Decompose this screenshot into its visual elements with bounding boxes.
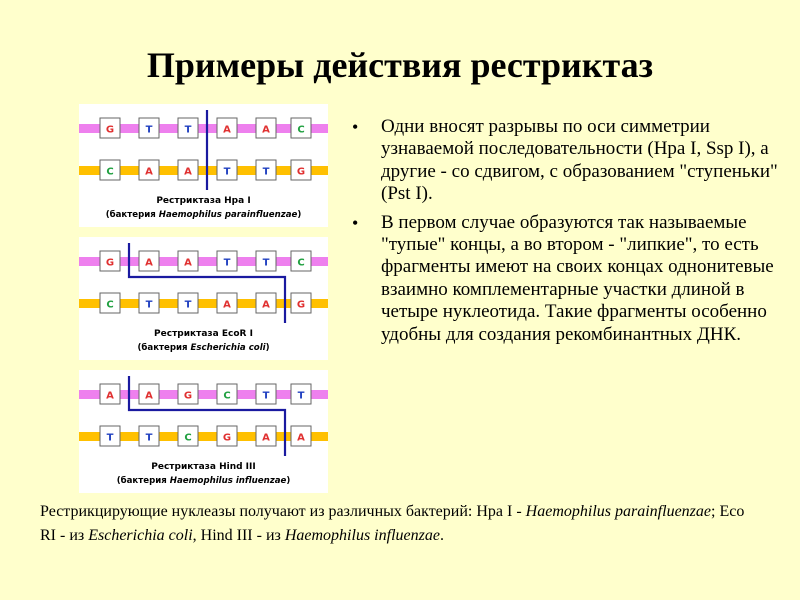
restriction-panel-hind3 [79,370,328,493]
footer-species: Escherichia coli [88,527,193,544]
footer-text: , Hind III - из [192,527,285,544]
nucleotide-bottom [178,293,198,313]
bacteria-prefix: (бактерия [116,476,170,486]
nucleotide-letter: A [184,166,192,178]
nucleotide-letter: A [145,257,153,269]
nucleotide-bottom [139,160,159,180]
nucleotide-bottom [291,426,311,446]
enzyme-label: Рестриктаза Hind III [151,462,256,472]
nucleotide-bottom [100,160,120,180]
bacteria-label [106,209,302,220]
bacteria-suffix: ) [265,343,270,353]
nucleotide-bottom [291,293,311,313]
bacteria-label [137,342,269,353]
restriction-panel-hpa1 [79,104,328,227]
bacteria-prefix: (бактерия [137,343,191,353]
dna-diagram-ecor1 [79,237,328,360]
nucleotide-letter: A [262,432,270,444]
nucleotide-letter: T [145,299,153,311]
nucleotide-letter: A [184,257,192,269]
bacteria-suffix: ) [286,476,291,486]
bullet-text: В первом случае образуются так называемые "тупые" концы, а во втором - "липкие", то есть фрагменты имеют на своих концах однонитевые взаимно комплементарные участки длиной в четыре нуклеотида. Такие фрагменты особенно удобны для создания рекомбинантных ДНК. [381,211,774,345]
footer-text: . [439,527,444,544]
nucleotide-letter: C [297,124,305,136]
nucleotide-top [139,384,159,404]
footer-text: Рестрикцирующие нуклеазы получают из различных бактерий: Hpa I - [40,503,526,520]
footer-species: Haemophilus parainfluenzae [525,503,711,520]
nucleotide-letter: A [262,299,270,311]
nucleotide-top [291,384,311,404]
nucleotide-top [178,384,198,404]
nucleotide-top [291,118,311,138]
nucleotide-letter: G [296,299,306,311]
bacteria-species: Haemophilus parainfluenzae [158,210,298,220]
bullet-list [352,116,782,352]
bacteria-prefix: (бактерия [105,210,159,220]
bullet-item [352,212,782,346]
nucleotide-letter: A [145,390,153,402]
nucleotide-top [139,118,159,138]
nucleotide-letter: G [105,124,115,136]
nucleotide-top [217,251,237,271]
bacteria-suffix: ) [297,210,302,220]
footer-caption [40,500,760,548]
nucleotide-bottom [139,293,159,313]
enzyme-label: Рестриктаза EcoR I [154,329,253,339]
restriction-panel-ecor1 [79,237,328,360]
slide-title: Примеры действия рестриктаз [146,45,654,85]
nucleotide-top [178,118,198,138]
enzyme-label: Рестриктаза Hpa I [156,196,251,206]
nucleotide-letter: A [223,299,231,311]
nucleotide-bottom [256,160,276,180]
nucleotide-top [217,118,237,138]
dna-diagram-hind3 [79,370,328,493]
nucleotide-letter: C [223,390,231,402]
nucleotide-letter: A [297,432,305,444]
nucleotide-top [100,118,120,138]
nucleotide-bottom [256,426,276,446]
nucleotide-bottom [178,426,198,446]
nucleotide-letter: T [262,257,270,269]
nucleotide-letter: C [184,432,192,444]
nucleotide-top [100,251,120,271]
bacteria-species: Escherichia coli [190,343,266,353]
nucleotide-letter: G [105,257,115,269]
bullet-item [352,116,782,206]
nucleotide-bottom [217,293,237,313]
nucleotide-letter: A [262,124,270,136]
nucleotide-letter: T [184,124,192,136]
nucleotide-letter: T [262,390,270,402]
nucleotide-letter: T [262,166,270,178]
bullet-dot: • [352,117,359,137]
nucleotide-top [256,118,276,138]
nucleotide-letter: T [106,432,114,444]
nucleotide-top [256,384,276,404]
nucleotide-letter: T [145,432,153,444]
nucleotide-letter: T [297,390,305,402]
dna-diagram-hpa1 [79,104,328,227]
footer-text: ; Eco RI - из [40,503,745,544]
nucleotide-letter: G [296,166,306,178]
nucleotide-letter: A [223,124,231,136]
nucleotide-top [256,251,276,271]
nucleotide-bottom [139,426,159,446]
nucleotide-letter: A [145,166,153,178]
bacteria-label [117,475,291,486]
nucleotide-top [217,384,237,404]
nucleotide-letter: A [106,390,114,402]
nucleotide-letter: C [297,257,305,269]
bullet-text: Одни вносят разрывы по оси симметрии узнаваемой последовательности (Hpa I, Ssp I), а другие - со сдвигом, с образованием "ступеньки" (Pst I). [381,116,778,205]
nucleotide-letter: T [145,124,153,136]
nucleotide-bottom [217,160,237,180]
nucleotide-letter: T [223,166,231,178]
nucleotide-top [100,384,120,404]
footer-species: Haemophilus influenzae [284,527,440,544]
nucleotide-letter: C [106,166,114,178]
nucleotide-letter: G [183,390,193,402]
nucleotide-letter: T [184,299,192,311]
nucleotide-bottom [178,160,198,180]
nucleotide-letter: G [222,432,232,444]
nucleotide-bottom [291,160,311,180]
nucleotide-bottom [100,293,120,313]
nucleotide-top [178,251,198,271]
nucleotide-bottom [256,293,276,313]
nucleotide-bottom [100,426,120,446]
bacteria-species: Haemophilus influenzae [169,476,287,486]
nucleotide-letter: T [223,257,231,269]
nucleotide-top [139,251,159,271]
nucleotide-bottom [217,426,237,446]
nucleotide-letter: C [106,299,114,311]
bullet-dot: • [352,212,359,233]
nucleotide-top [291,251,311,271]
